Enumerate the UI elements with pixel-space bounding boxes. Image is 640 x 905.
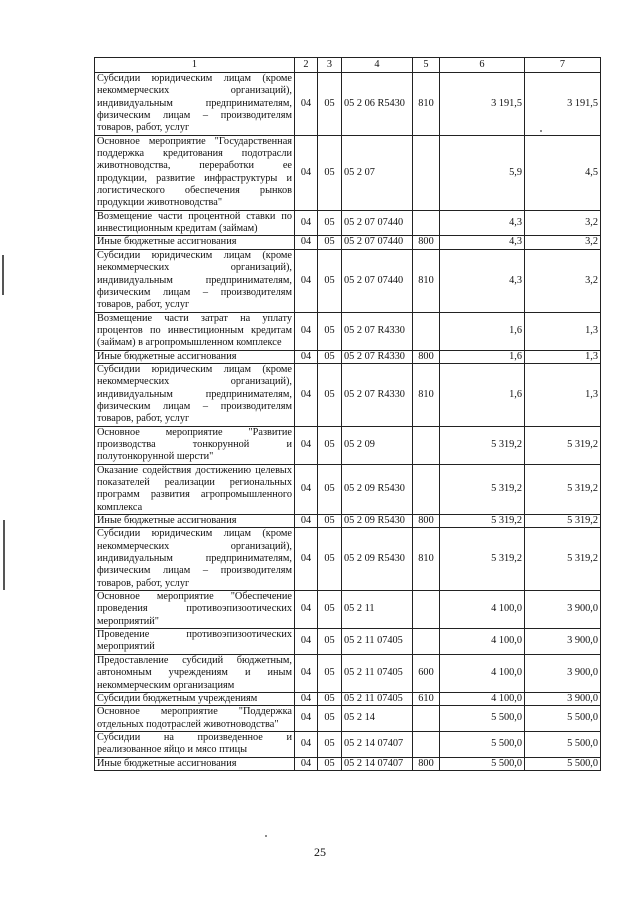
amount-year1-cell: 4,3 [440, 236, 525, 249]
section-code-cell: 04 [295, 249, 318, 312]
expense-type-cell: 810 [413, 528, 440, 591]
amount-year1-cell: 5 319,2 [440, 528, 525, 591]
table-row [95, 515, 601, 528]
target-article-cell: 05 2 14 07407 [342, 731, 413, 757]
subsection-code-cell: 05 [318, 629, 342, 655]
subsection-code-cell: 05 [318, 515, 342, 528]
subsection-code-cell: 05 [318, 249, 342, 312]
item-name-cell: Оказание содействия достижению целевых показателей реализации региональных программ развития агропромышленного комплекса [95, 464, 295, 514]
target-article-cell: 05 2 07 07440 [342, 236, 413, 249]
budget-table [94, 57, 601, 771]
amount-year2-cell: 1,3 [525, 312, 601, 350]
item-name-cell: Возмещение части затрат на уплату процентов по инвестиционным кредитам (займам) в агропромышленном комплексе [95, 312, 295, 350]
target-article-cell: 05 2 11 [342, 591, 413, 629]
amount-year2-cell: 3,2 [525, 210, 601, 236]
item-name-cell: Возмещение части процентной ставки по инвестиционным кредитам (займам) [95, 210, 295, 236]
item-name-cell: Основное мероприятие "Поддержка отдельных подотраслей животноводства" [95, 706, 295, 732]
column-header: 3 [318, 58, 342, 73]
section-code-cell: 04 [295, 757, 318, 770]
subsection-code-cell: 05 [318, 692, 342, 705]
section-code-cell: 04 [295, 236, 318, 249]
expense-type-cell [413, 731, 440, 757]
subsection-code-cell: 05 [318, 363, 342, 426]
section-code-cell: 04 [295, 692, 318, 705]
table-row [95, 350, 601, 363]
column-header: 2 [295, 58, 318, 73]
target-article-cell: 05 2 09 [342, 426, 413, 464]
item-name-cell: Предоставление субсидий бюджетным, автономным учреждениям и иным некоммерческим организациям [95, 654, 295, 692]
subsection-code-cell: 05 [318, 464, 342, 514]
section-code-cell: 04 [295, 210, 318, 236]
item-name-cell: Субсидии юридическим лицам (кроме некоммерческих организаций), индивидуальным предпринимателям, физическим лицам – производителям товаров, работ, услуг [95, 73, 295, 136]
subsection-code-cell: 05 [318, 731, 342, 757]
item-name-cell: Субсидии юридическим лицам (кроме некоммерческих организаций), индивидуальным предпринимателям, физическим лицам – производителям товаров, работ, услуг [95, 528, 295, 591]
expense-type-cell [413, 464, 440, 514]
target-article-cell: 05 2 07 R4330 [342, 312, 413, 350]
table-header-row [95, 58, 601, 73]
amount-year2-cell: 4,5 [525, 135, 601, 210]
target-article-cell: 05 2 11 07405 [342, 629, 413, 655]
amount-year2-cell: 5 500,0 [525, 706, 601, 732]
amount-year1-cell: 1,6 [440, 312, 525, 350]
column-header: 5 [413, 58, 440, 73]
amount-year1-cell: 5 500,0 [440, 731, 525, 757]
table-row [95, 210, 601, 236]
subsection-code-cell: 05 [318, 591, 342, 629]
table-row [95, 236, 601, 249]
table-row [95, 692, 601, 705]
table-row [95, 528, 601, 591]
amount-year1-cell: 5 500,0 [440, 757, 525, 770]
item-name-cell: Иные бюджетные ассигнования [95, 236, 295, 249]
table-row [95, 757, 601, 770]
expense-type-cell [413, 591, 440, 629]
subsection-code-cell: 05 [318, 236, 342, 249]
table-row [95, 426, 601, 464]
table-row [95, 591, 601, 629]
target-article-cell: 05 2 14 [342, 706, 413, 732]
amount-year2-cell: 3 900,0 [525, 654, 601, 692]
amount-year2-cell: 5 319,2 [525, 426, 601, 464]
expense-type-cell: 610 [413, 692, 440, 705]
subsection-code-cell: 05 [318, 654, 342, 692]
section-code-cell: 04 [295, 426, 318, 464]
amount-year2-cell: 3 900,0 [525, 591, 601, 629]
expense-type-cell [413, 312, 440, 350]
table-row [95, 249, 601, 312]
scan-speck [265, 835, 267, 837]
subsection-code-cell: 05 [318, 312, 342, 350]
section-code-cell: 04 [295, 528, 318, 591]
item-name-cell: Основное мероприятие "Развитие производства тонкорунной и полутонкорунной шерсти" [95, 426, 295, 464]
amount-year1-cell: 4 100,0 [440, 692, 525, 705]
target-article-cell: 05 2 07 [342, 135, 413, 210]
expense-type-cell: 810 [413, 249, 440, 312]
amount-year1-cell: 5 500,0 [440, 706, 525, 732]
target-article-cell: 05 2 09 R5430 [342, 515, 413, 528]
subsection-code-cell: 05 [318, 706, 342, 732]
section-code-cell: 04 [295, 73, 318, 136]
amount-year2-cell: 5 319,2 [525, 464, 601, 514]
item-name-cell: Иные бюджетные ассигнования [95, 350, 295, 363]
section-code-cell: 04 [295, 135, 318, 210]
table-row [95, 706, 601, 732]
amount-year1-cell: 4 100,0 [440, 654, 525, 692]
target-article-cell: 05 2 07 07440 [342, 210, 413, 236]
scan-artifact [2, 255, 4, 295]
target-article-cell: 05 2 11 07405 [342, 654, 413, 692]
subsection-code-cell: 05 [318, 426, 342, 464]
section-code-cell: 04 [295, 731, 318, 757]
amount-year1-cell: 5 319,2 [440, 515, 525, 528]
item-name-cell: Субсидии юридическим лицам (кроме некоммерческих организаций), индивидуальным предпринимателям, физическим лицам – производителям товаров, работ, услуг [95, 363, 295, 426]
expense-type-cell: 600 [413, 654, 440, 692]
expense-type-cell: 810 [413, 363, 440, 426]
column-header: 7 [525, 58, 601, 73]
amount-year1-cell: 5 319,2 [440, 426, 525, 464]
amount-year2-cell: 1,3 [525, 350, 601, 363]
section-code-cell: 04 [295, 629, 318, 655]
amount-year2-cell: 3,2 [525, 236, 601, 249]
target-article-cell: 05 2 06 R5430 [342, 73, 413, 136]
target-article-cell: 05 2 07 R4330 [342, 350, 413, 363]
subsection-code-cell: 05 [318, 73, 342, 136]
column-header: 6 [440, 58, 525, 73]
amount-year1-cell: 1,6 [440, 363, 525, 426]
target-article-cell: 05 2 07 R4330 [342, 363, 413, 426]
amount-year1-cell: 3 191,5 [440, 73, 525, 136]
expense-type-cell: 800 [413, 350, 440, 363]
target-article-cell: 05 2 09 R5430 [342, 464, 413, 514]
table-row [95, 363, 601, 426]
amount-year2-cell: 5 319,2 [525, 528, 601, 591]
expense-type-cell [413, 629, 440, 655]
amount-year1-cell: 5 319,2 [440, 464, 525, 514]
table-row [95, 73, 601, 136]
section-code-cell: 04 [295, 312, 318, 350]
column-header: 4 [342, 58, 413, 73]
item-name-cell: Субсидии бюджетным учреждениям [95, 692, 295, 705]
scan-artifact [3, 520, 5, 590]
section-code-cell: 04 [295, 515, 318, 528]
item-name-cell: Иные бюджетные ассигнования [95, 757, 295, 770]
subsection-code-cell: 05 [318, 528, 342, 591]
target-article-cell: 05 2 11 07405 [342, 692, 413, 705]
amount-year1-cell: 4,3 [440, 249, 525, 312]
section-code-cell: 04 [295, 350, 318, 363]
expense-type-cell: 800 [413, 236, 440, 249]
amount-year2-cell: 3 191,5 [525, 73, 601, 136]
item-name-cell: Субсидии на произведенное и реализованное яйцо и мясо птицы [95, 731, 295, 757]
section-code-cell: 04 [295, 706, 318, 732]
expense-type-cell [413, 706, 440, 732]
table-row [95, 654, 601, 692]
expense-type-cell: 800 [413, 515, 440, 528]
table-row [95, 464, 601, 514]
expense-type-cell: 810 [413, 73, 440, 136]
amount-year2-cell: 1,3 [525, 363, 601, 426]
amount-year1-cell: 4 100,0 [440, 591, 525, 629]
amount-year2-cell: 3,2 [525, 249, 601, 312]
section-code-cell: 04 [295, 591, 318, 629]
item-name-cell: Основное мероприятие "Обеспечение проведения противоэпизоотических мероприятий" [95, 591, 295, 629]
target-article-cell: 05 2 07 07440 [342, 249, 413, 312]
item-name-cell: Проведение противоэпизоотических мероприятий [95, 629, 295, 655]
amount-year2-cell: 5 500,0 [525, 731, 601, 757]
expense-type-cell [413, 426, 440, 464]
amount-year1-cell: 1,6 [440, 350, 525, 363]
amount-year2-cell: 5 500,0 [525, 757, 601, 770]
table-row [95, 629, 601, 655]
amount-year1-cell: 4,3 [440, 210, 525, 236]
amount-year1-cell: 5,9 [440, 135, 525, 210]
amount-year2-cell: 3 900,0 [525, 629, 601, 655]
section-code-cell: 04 [295, 464, 318, 514]
column-header: 1 [95, 58, 295, 73]
item-name-cell: Иные бюджетные ассигнования [95, 515, 295, 528]
amount-year2-cell: 5 319,2 [525, 515, 601, 528]
amount-year2-cell: 3 900,0 [525, 692, 601, 705]
section-code-cell: 04 [295, 363, 318, 426]
target-article-cell: 05 2 14 07407 [342, 757, 413, 770]
expense-type-cell: 800 [413, 757, 440, 770]
page-number: 25 [314, 845, 326, 859]
item-name-cell: Субсидии юридическим лицам (кроме некоммерческих организаций), индивидуальным предпринимателям, физическим лицам – производителям товаров, работ, услуг [95, 249, 295, 312]
item-name-cell: Основное мероприятие "Государственная поддержка кредитования подотрасли животноводства, переработки ее продукции, развитие инфраструктуры и логистического обеспечения рынков продукции животноводства" [95, 135, 295, 210]
expense-type-cell [413, 210, 440, 236]
amount-year1-cell: 4 100,0 [440, 629, 525, 655]
expense-type-cell [413, 135, 440, 210]
subsection-code-cell: 05 [318, 757, 342, 770]
table-row [95, 135, 601, 210]
table-row [95, 731, 601, 757]
subsection-code-cell: 05 [318, 210, 342, 236]
subsection-code-cell: 05 [318, 135, 342, 210]
target-article-cell: 05 2 09 R5430 [342, 528, 413, 591]
subsection-code-cell: 05 [318, 350, 342, 363]
section-code-cell: 04 [295, 654, 318, 692]
table-row [95, 312, 601, 350]
